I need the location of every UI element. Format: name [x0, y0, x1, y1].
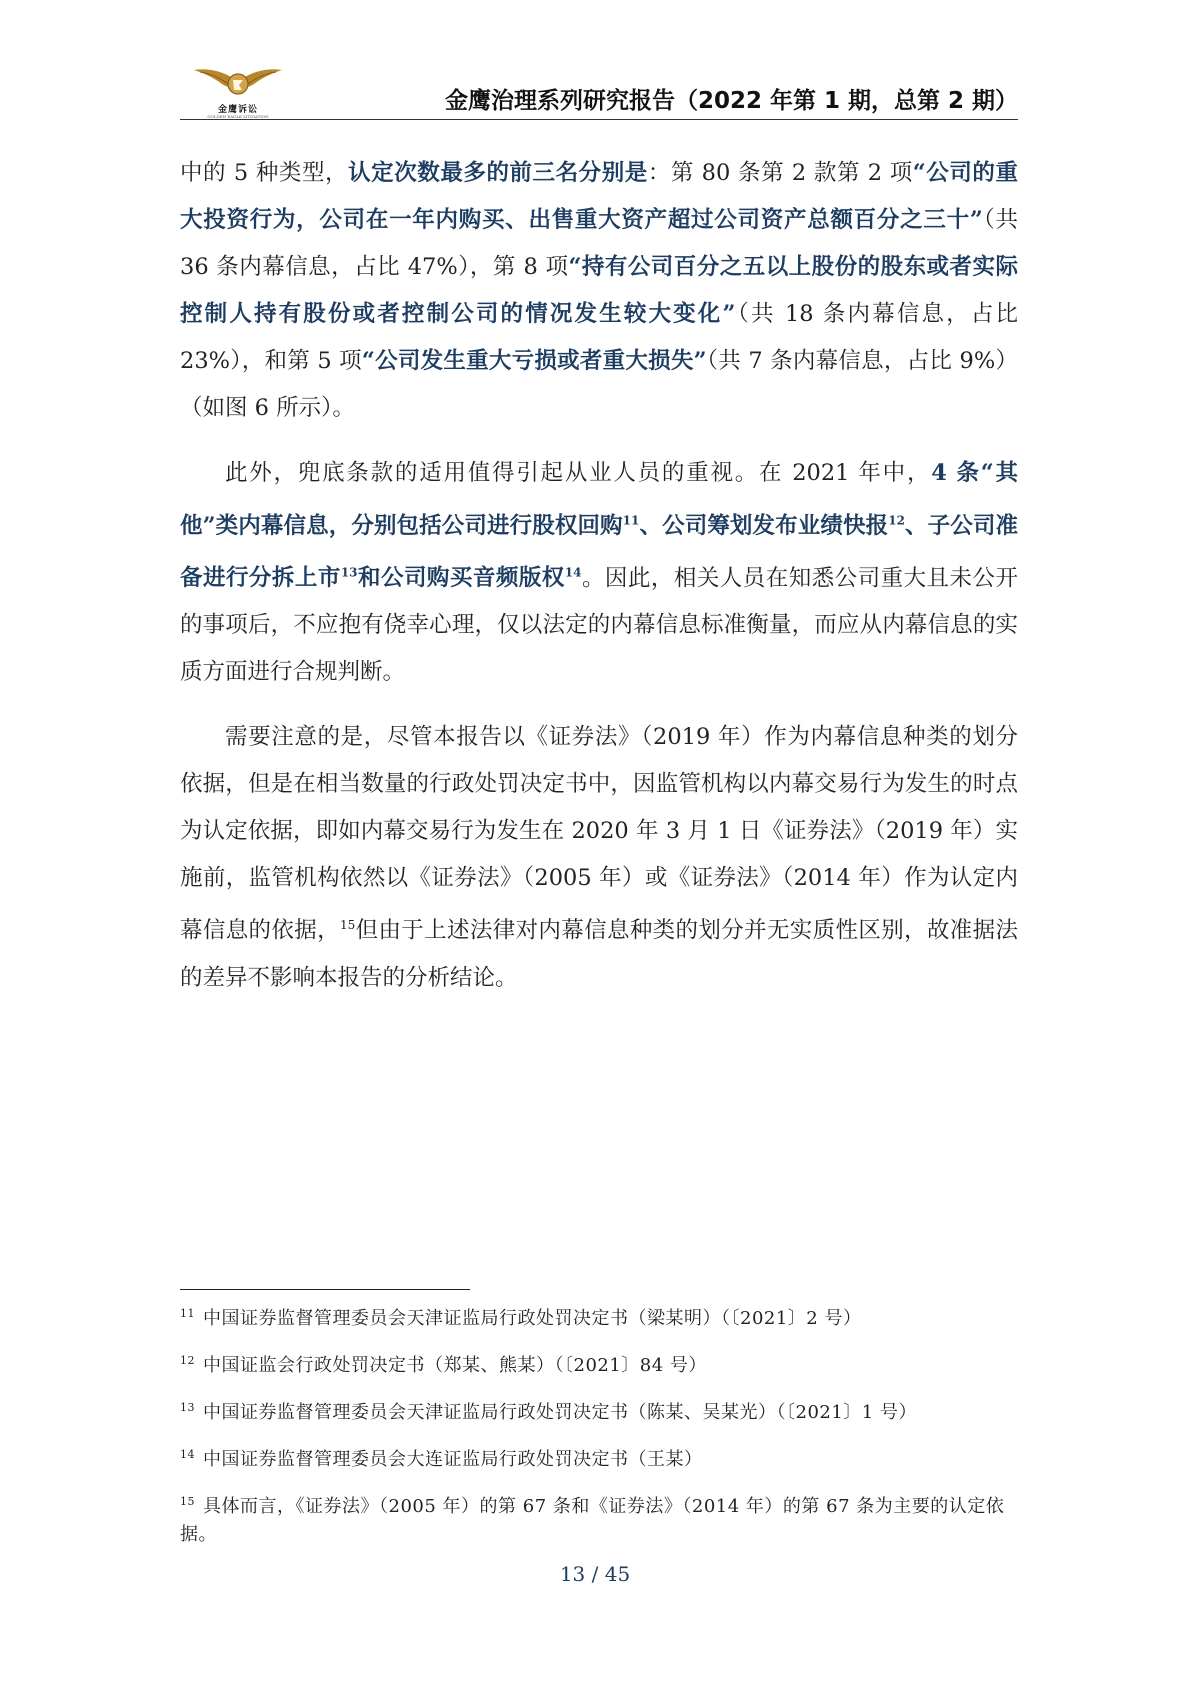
footnote-number: 15 — [180, 1495, 195, 1508]
emphasis-text: 、公司筹划发布业绩快报 — [639, 512, 889, 539]
emphasis-run: “公司发生重大亏损或者重大损失” — [361, 348, 707, 374]
footnotes — [180, 1300, 1018, 1563]
emphasis-text: 4 条“其他”类内幕信息，分别包括公司进行股权回购 — [180, 460, 1018, 539]
text-run: （共 7 条内幕信息，占比 9%）（如图 6 所示）。 — [180, 348, 1018, 421]
footnote-number: 13 — [180, 1401, 195, 1414]
page-header — [180, 58, 1018, 122]
text-run: 。因此，相关人员在知悉公司重大且未公开的事项后，不应抱有侥幸心理，仅以法定的内幕信息标准衡量，而应从内幕信息的实质方面进行合规判断。 — [180, 565, 1018, 685]
footnote-ref-13[interactable]: 13 — [340, 565, 358, 580]
footnote-13 — [180, 1394, 1018, 1427]
footnote-text: 中国证券监督管理委员会天津证监局行政处罚决定书（梁某明）（〔2021〕2 号） — [203, 1308, 862, 1329]
footnote-14 — [180, 1441, 1018, 1474]
logo-subtext: GOLDEN EAGLE LITIGATION — [207, 114, 269, 119]
text-run: 中的 5 种类型， — [180, 160, 349, 186]
footnote-11 — [180, 1300, 1018, 1333]
page-number: 13 / 45 — [559, 1562, 631, 1586]
header-divider — [180, 119, 1018, 120]
emphasis-run: 认定次数最多的前三名分别是 — [348, 160, 648, 186]
footnote-text: 具体而言，《证券法》（2005 年）的第 67 条和《证券法》（2014 年）的第 67 条为主要的认定依据。 — [180, 1496, 1005, 1545]
golden-eagle-logo — [192, 62, 284, 118]
eagle-wings-icon — [192, 62, 284, 102]
text-run: 此外，兜底条款的适用值得引起从业人员的重视。在 2021 年中， — [225, 460, 932, 486]
footnote-ref-14[interactable]: 14 — [564, 565, 582, 580]
emphasis-run: “持有公司百分之五以上股份的股东或者实际控制人持有股份或者控制公司的情况发生较大变化” — [180, 254, 1018, 327]
footnote-ref-11[interactable]: 11 — [622, 513, 640, 527]
footnote-15 — [180, 1488, 1018, 1549]
footnote-text: 中国证券监督管理委员会大连证监局行政处罚决定书（王某） — [203, 1449, 703, 1470]
footnote-text: 中国证监会行政处罚决定书（郑某、熊某）（〔2021〕84 号） — [203, 1355, 707, 1376]
logo-text: 金鹰诉讼 — [217, 105, 258, 115]
paragraph-3 — [180, 714, 1018, 1002]
report-title: 金鹰治理系列研究报告（2022 年第 1 期，总第 2 期） — [444, 88, 1018, 114]
footnote-number: 11 — [180, 1307, 195, 1320]
paragraph-1 — [180, 150, 1018, 432]
text-run: 但由于上述法律对内幕信息种类的划分并无实质性区别，故准据法的差异不影响本报告的分析结论。 — [180, 917, 1018, 991]
text-run: 需要注意的是，尽管本报告以《证券法》（2019 年）作为内幕信息种类的划分依据，但是在相当数量的行政处罚决定书中，因监管机构以内幕交易行为发生的时点为认定依据，即如内幕交易行为发生在 2020 年 3 月 1 日《证券法》（2019 年）实施前，监管机构依然以《证券法》（2005 年）或《证券法》（2014 年）作为认定内幕信息的依据， — [180, 724, 1018, 944]
paragraph-2 — [180, 450, 1018, 696]
footnote-number: 12 — [180, 1354, 195, 1367]
footnote-divider — [180, 1289, 470, 1290]
text-run: （共 18 条内幕信息，占比 23%），和第 5 项 — [180, 301, 1018, 374]
emphasis-run: “公司的重大投资行为，公司在一年内购买、出售重大资产超过公司资产总额百分之三十” — [180, 160, 1018, 233]
main-content — [180, 150, 1018, 1002]
footnote-12 — [180, 1347, 1018, 1380]
footnote-ref-15[interactable]: 15 — [339, 918, 356, 932]
emphasis-text: 、子公司准备进行分拆上市 — [180, 512, 1018, 591]
footnote-number: 14 — [180, 1448, 195, 1461]
footnote-text: 中国证券监督管理委员会天津证监局行政处罚决定书（陈某、吴某光）（〔2021〕1 号） — [203, 1402, 917, 1423]
emphasis-text: 和公司购买音频版权 — [357, 565, 565, 591]
text-run: ：第 80 条第 2 款第 2 项 — [647, 160, 913, 186]
text-run: （共 36 条内幕信息，占比 47%），第 8 项 — [180, 207, 1018, 280]
footnote-ref-12[interactable]: 12 — [888, 513, 905, 527]
